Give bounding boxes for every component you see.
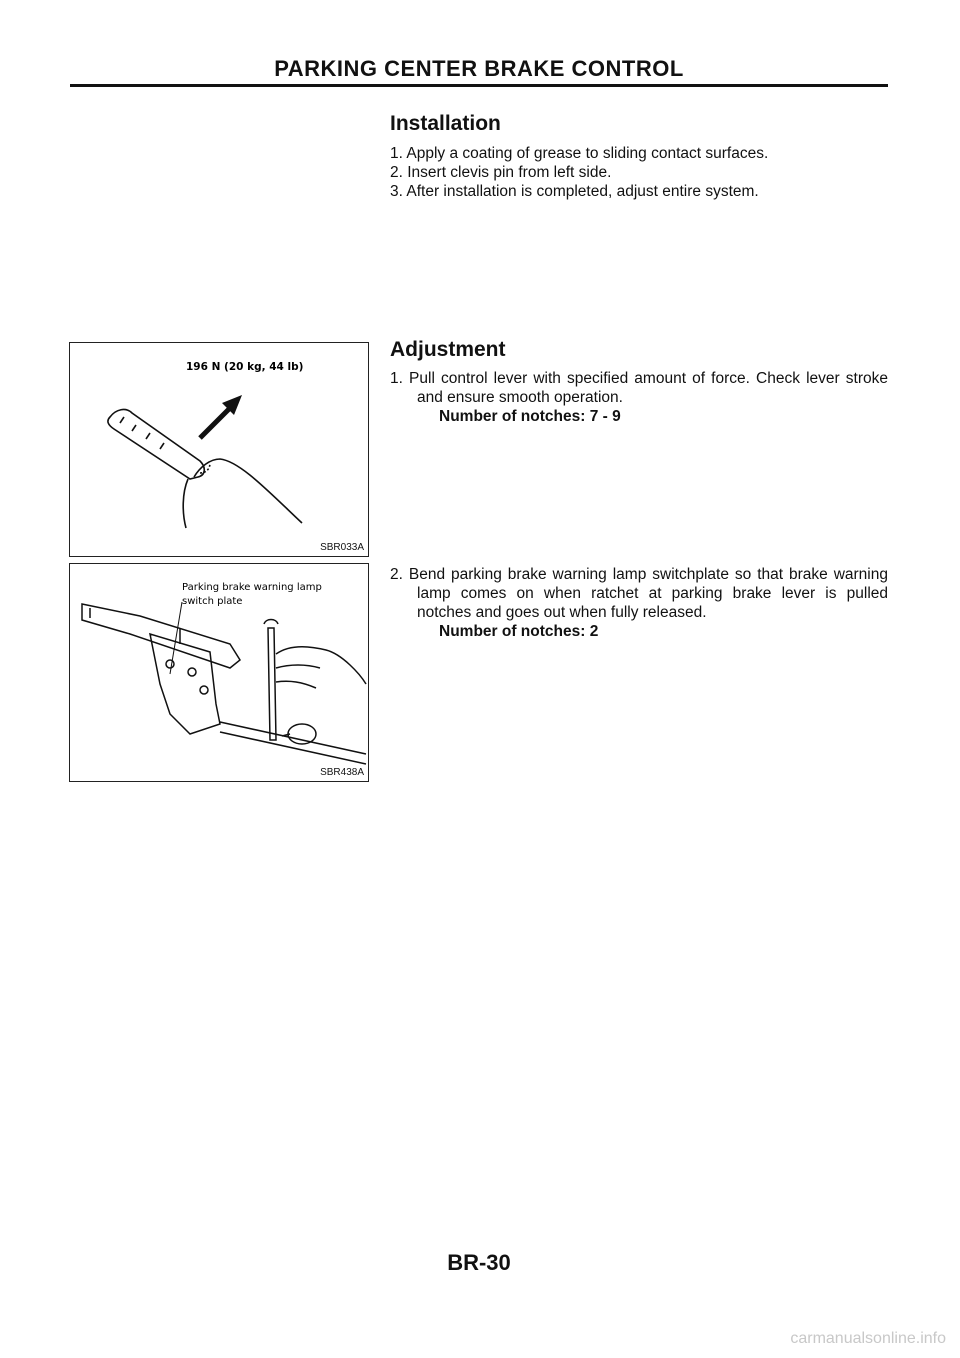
installation-step-1: 1. Apply a coating of grease to sliding contact surfaces. (390, 145, 769, 162)
adjustment-step-2-block (390, 565, 888, 641)
adjustment-step-1-spec: Number of notches: 7 - 9 (439, 408, 621, 425)
watermark: carmanualsonline.info (790, 1330, 946, 1347)
adjustment-step-2: 2. Bend parking brake warning lamp switchplate so that brake warning lamp comes on when ratchet at parking brake lever is pulled notches and goes out when fully released. (390, 566, 888, 621)
adjustment-step-1-block (390, 369, 888, 426)
installation-steps (390, 144, 888, 201)
force-label: 196 N (20 kg, 44 lb) (186, 361, 304, 373)
switch-plate-label-line-1: Parking brake warning lamp (182, 582, 322, 593)
page-header-title: PARKING CENTER BRAKE CONTROL (274, 56, 684, 81)
installation-step-3: 3. After installation is completed, adjust entire system. (390, 183, 759, 200)
page-number: BR-30 (447, 1250, 511, 1275)
installation-step-2: 2. Insert clevis pin from left side. (390, 164, 612, 181)
lever-grip (108, 410, 204, 479)
switch-plate-label-line-2: switch plate (182, 596, 243, 607)
adjustment-heading: Adjustment (390, 338, 506, 361)
brake-lever-assembly (82, 604, 366, 764)
adjustment-step-2-spec: Number of notches: 2 (439, 623, 599, 640)
installation-heading: Installation (390, 112, 501, 135)
header-rule (70, 84, 888, 87)
lever-boot (183, 459, 302, 528)
figure-code-sbr438a: SBR438A (320, 767, 364, 778)
adjustment-step-1: 1. Pull control lever with specified amount of force. Check lever stroke and ensure smooth operation. (390, 370, 888, 406)
switch-plate-illustration (70, 564, 368, 781)
figure-switch-plate (69, 563, 369, 782)
figure-code-sbr033a: SBR033A (320, 542, 364, 553)
lever-pull-illustration (70, 343, 368, 556)
figure-lever-pull (69, 342, 369, 557)
